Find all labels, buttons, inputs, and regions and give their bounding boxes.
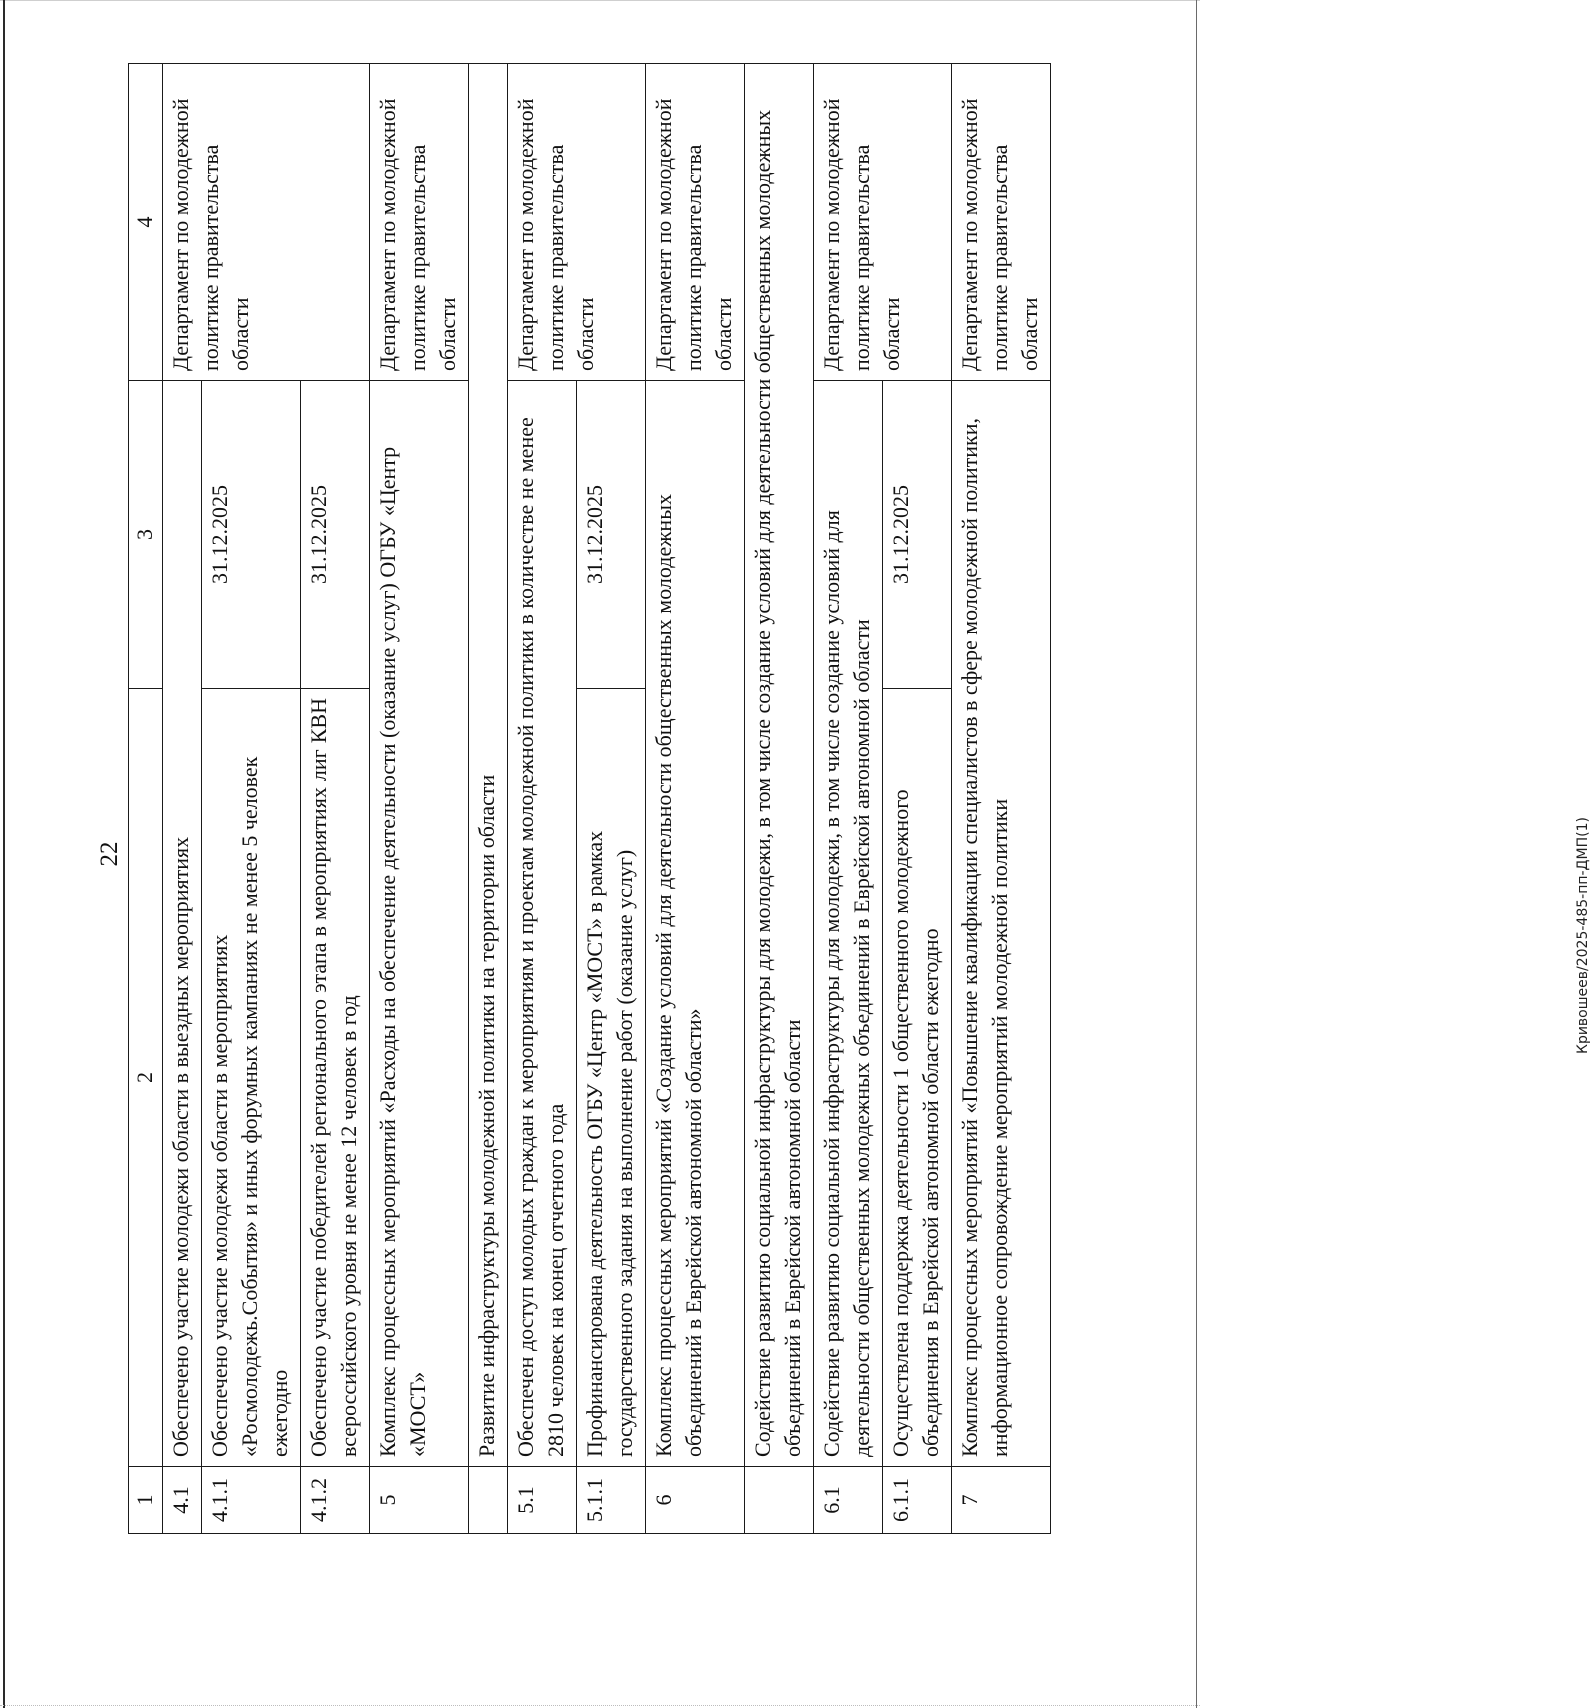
header-cell-3: 3: [129, 381, 163, 689]
row-number: 7: [952, 1467, 1051, 1534]
section-row: [745, 64, 814, 1534]
document-footer-code: Кривошеев/2025-485-пп-ДМП(1): [1575, 817, 1591, 1054]
row-text: Обеспечено участие молодежи области в выездных мероприятиях: [163, 381, 202, 1467]
row-text: Содействие развитию социальной инфраструктуры для молодежи, в том числе создание условий для деятельности общественных молодежных объединений в Еврейской автономной области: [814, 381, 883, 1467]
row-number: 5: [370, 1467, 469, 1534]
table-row: [508, 64, 577, 1534]
row-responsible: Департамент по молодежной политике правительства области: [952, 64, 1051, 381]
row-responsible: Департамент по молодежной политике правительства области: [163, 64, 370, 381]
page-number: 22: [96, 841, 123, 867]
row-number: 6.1.1: [883, 1467, 952, 1534]
row-number: 5.1: [508, 1467, 577, 1534]
header-cell-4: 4: [129, 64, 163, 381]
row-text: Обеспечен доступ молодых граждан к мероприятиям и проектам молодежной политики в количестве не менее 2810 человек на конец отчетного года: [508, 381, 577, 1467]
table-header-row: [129, 64, 163, 1534]
row-text: Обеспечено участие молодежи области в мероприятиях «Росмолодежь.События» и иных форумных кампаниях не менее 5 человек ежегодно: [202, 689, 301, 1467]
table-row: [646, 64, 745, 1534]
row-responsible: Департамент по молодежной политике правительства области: [508, 64, 646, 381]
row-number: 4.1: [163, 1467, 202, 1534]
row-date: 31.12.2025: [202, 381, 301, 689]
row-number: 5.1.1: [577, 1467, 646, 1534]
row-text: Обеспечено участие победителей регионального этапа в мероприятиях лиг КВН всероссийского уровня не менее 12 человек в год: [301, 689, 370, 1467]
table-row: [163, 64, 202, 1534]
row-number: 6.1: [814, 1467, 883, 1534]
section-row: [469, 64, 508, 1534]
page-top-edge: [0, 0, 1200, 3]
header-cell-1: 1: [129, 1467, 163, 1534]
activities-table: [128, 63, 1051, 1534]
rotated-landscape-page: [0, 54, 1591, 1654]
section-heading: Развитие инфраструктуры молодежной политики на территории области: [469, 64, 508, 1467]
row-responsible: Департамент по молодежной политике правительства области: [814, 64, 952, 381]
row-text: Профинансирована деятельность ОГБУ «Центр «МОСТ» в рамках государственного задания на выполнение работ (оказание услуг): [577, 689, 646, 1467]
row-number: [745, 1467, 814, 1534]
row-responsible: Департамент по молодежной политике правительства области: [370, 64, 469, 381]
row-number: [469, 1467, 508, 1534]
row-date: 31.12.2025: [301, 381, 370, 689]
row-number: 4.1.2: [301, 1467, 370, 1534]
row-number: 4.1.1: [202, 1467, 301, 1534]
table-row: [370, 64, 469, 1534]
row-text: Комплекс процессных мероприятий «Расходы на обеспечение деятельности (оказание услуг) ОГБУ «Центр «МОСТ»: [370, 381, 469, 1467]
table-row: [952, 64, 1051, 1534]
row-text: Осуществлена поддержка деятельности 1 общественного молодежного объединения в Еврейской автономной области ежегодно: [883, 689, 952, 1467]
row-text: Комплекс процессных мероприятий «Создание условий для деятельности общественных молодежных объединений в Еврейской автономной области»: [646, 381, 745, 1467]
page-bottom-edge: [0, 1705, 1200, 1706]
table-row: [814, 64, 883, 1534]
row-date: 31.12.2025: [883, 381, 952, 689]
section-heading: Содействие развитию социальной инфраструктуры для молодежи, в том числе создание условий для деятельности общественных молодежных объединений в Еврейской автономной области: [745, 64, 814, 1467]
row-text: Комплекс процессных мероприятий «Повышение квалификации специалистов в сфере молодежной политики, информационное сопровождение мероприятий молодежной политики: [952, 381, 1051, 1467]
row-date: 31.12.2025: [577, 381, 646, 689]
row-responsible: Департамент по молодежной политике правительства области: [646, 64, 745, 381]
row-number: 6: [646, 1467, 745, 1534]
header-cell-2: 2: [129, 689, 163, 1467]
